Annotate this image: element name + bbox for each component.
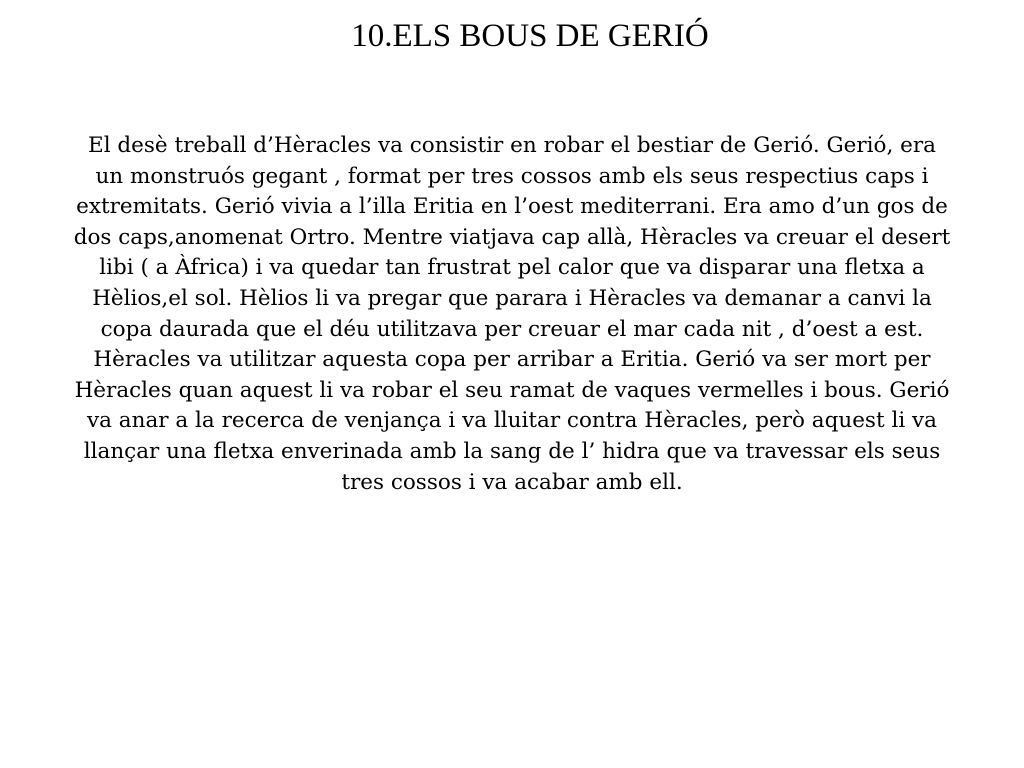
slide-title: 10.ELS BOUS DE GERIÓ (351, 18, 709, 54)
slide-body-text: El desè treball d’Hèracles va consistir en robar el bestiar de Gerió. Gerió, era un monstruós gegant , format per tres cossos amb els seus respectius caps i extremitats. Gerió vivia a l’illa Eritia en l’oest mediterrani. Era amo d’un gos de dos caps,anomenat Ortro. Mentre viatjava cap allà, Hèracles va creuar el desert libi ( a Àfrica) i va quedar tan frustrat pel calor que va disparar una fletxa a Hèlios,el sol. Hèlios li va pregar que parara i Hèracles va demanar a canvi la copa daurada que el déu utilitzava per creuar el mar cada nit , d’oest a est. Hèracles va utilitzar aquesta copa per arribar a Eritia. Gerió va ser mort per Hèracles quan aquest li va robar el seu ramat de vaques vermelles i bous. Gerió va anar a la recerca de venjança i va lluitar contra Hèracles, però aquest li va llançar una fletxa enverinada amb la sang de l’ hidra que va travessar els seus tres cossos i va acabar amb ell. (73, 133, 951, 495)
